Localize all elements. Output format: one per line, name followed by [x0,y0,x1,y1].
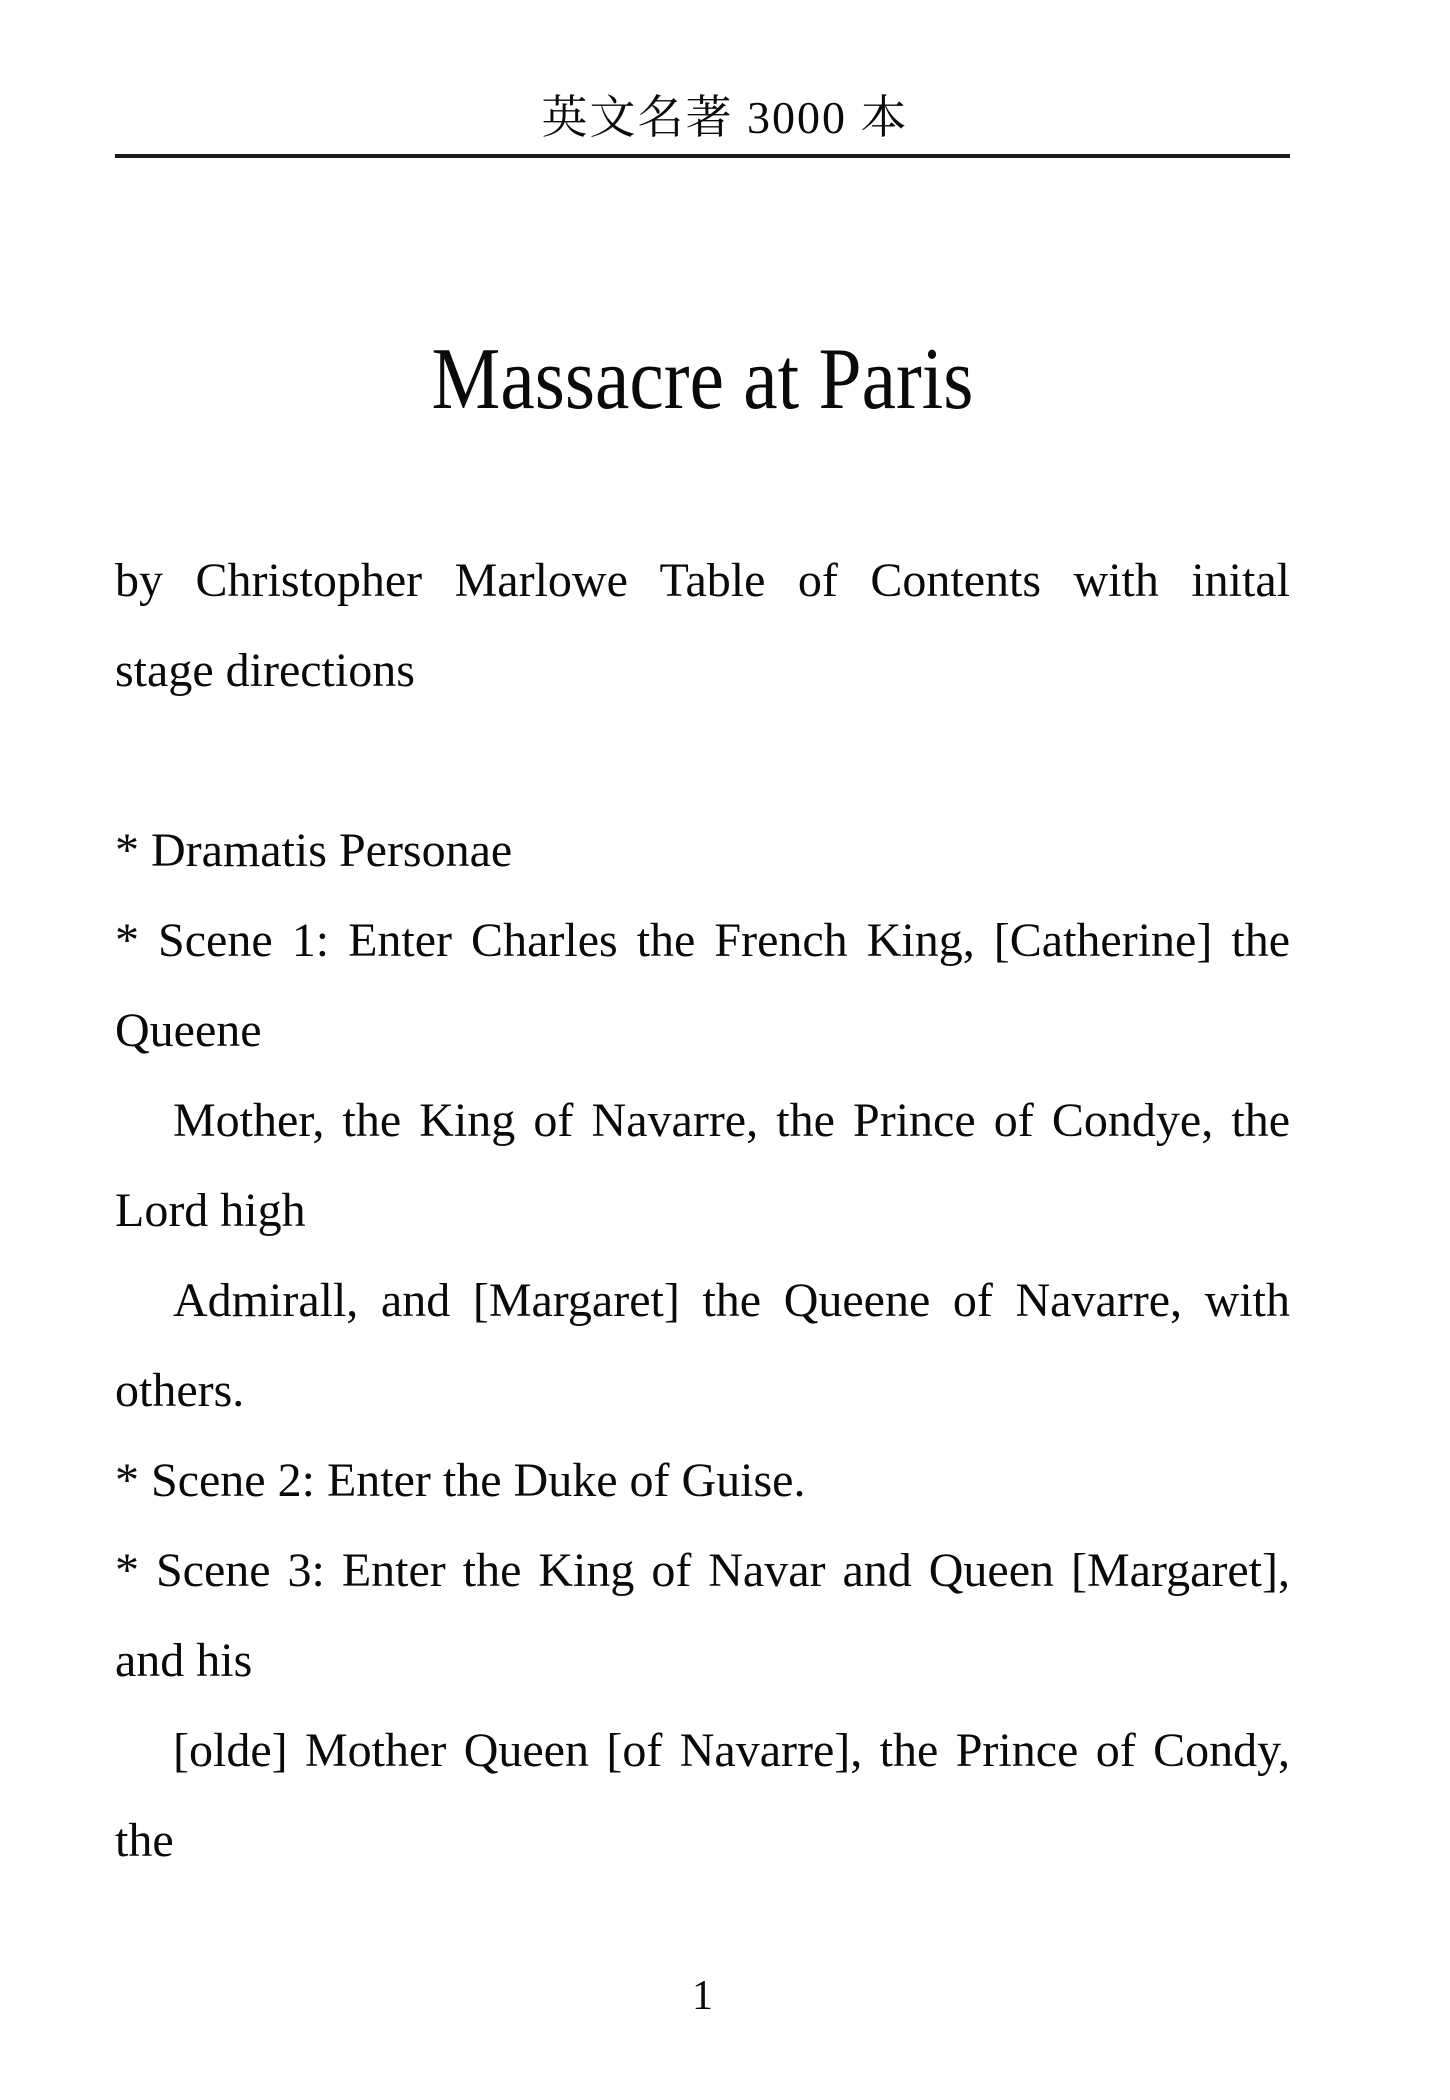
toc-line: the [115,1814,174,1867]
byline-line-1: by Christopher Marlowe Table of Contents with inital [115,554,1290,607]
table-of-contents [115,806,1290,1886]
toc-line: Mother, the King of Navarre, the Prince of Condye, the [173,1094,1290,1147]
toc-line: [olde] Mother Queen [of Navarre], the Prince of Condy, [173,1724,1290,1777]
toc-line: * Dramatis Personae [115,824,513,877]
toc-line: and his [115,1634,253,1687]
toc-line: Admirall, and [Margaret] the Queene of Navarre, with [173,1274,1290,1327]
byline-block [115,536,1290,716]
document-title: Massacre at Paris [431,331,974,428]
header-rule-divider [115,154,1290,158]
toc-line: * Scene 2: Enter the Duke of Guise. [115,1454,806,1507]
toc-line: others. [115,1364,245,1417]
text-column [115,331,1290,2026]
toc-line: * Scene 3: Enter the King of Navar and Queen [Margaret], [115,1544,1290,1597]
toc-line: Lord high [115,1184,306,1237]
toc-line: Queene [115,1004,262,1057]
byline-line-2: stage directions [115,644,415,697]
running-head: 英文名著 3000 本 [541,92,909,143]
page-number: 1 [692,1973,713,2019]
toc-line: * Scene 1: Enter Charles the French King, [Catherine] the [115,914,1290,967]
